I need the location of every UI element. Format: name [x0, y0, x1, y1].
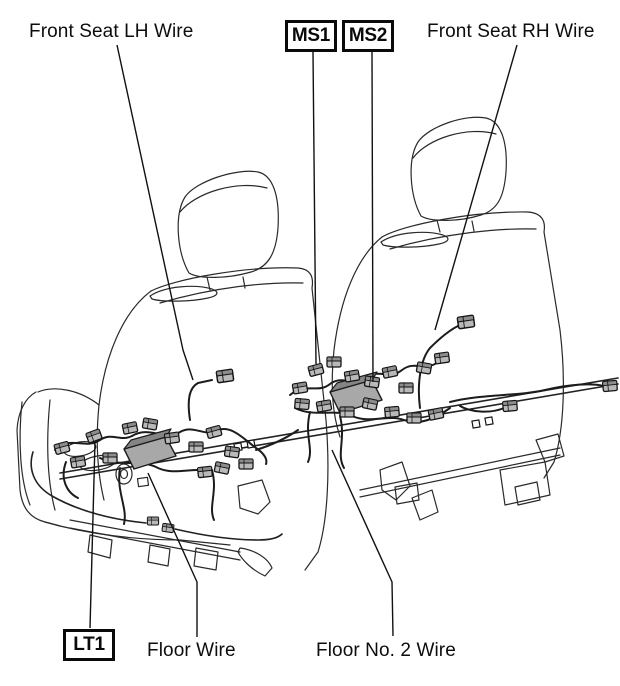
seat-lh-illustration	[17, 171, 328, 576]
front-seat-rh-wire-harness	[290, 315, 617, 468]
leader-front-seat-lh-wire	[117, 45, 193, 380]
connector-code-lt1: LT1	[63, 629, 115, 661]
callout-floor-wire: Floor Wire	[147, 640, 236, 661]
front-seat-lh-wire-harness	[54, 369, 298, 524]
connector-code-ms1: MS1	[285, 20, 337, 52]
leader-ms2	[372, 52, 373, 382]
callout-front-seat-lh-wire: Front Seat LH Wire	[29, 21, 194, 42]
connector-code-ms2: MS2	[342, 20, 394, 52]
lh-seat-back	[151, 268, 328, 570]
leader-front-seat-rh-wire	[435, 45, 517, 330]
leader-floor-wire	[148, 473, 197, 637]
leader-floor-no-2-wire	[332, 450, 393, 636]
seat-rh-illustration	[332, 117, 564, 520]
callout-leader-lines	[90, 45, 517, 637]
rh-seat-back	[382, 212, 563, 478]
callout-front-seat-rh-wire: Front Seat RH Wire	[427, 21, 595, 42]
callout-floor-no-2-wire: Floor No. 2 Wire	[316, 640, 456, 661]
